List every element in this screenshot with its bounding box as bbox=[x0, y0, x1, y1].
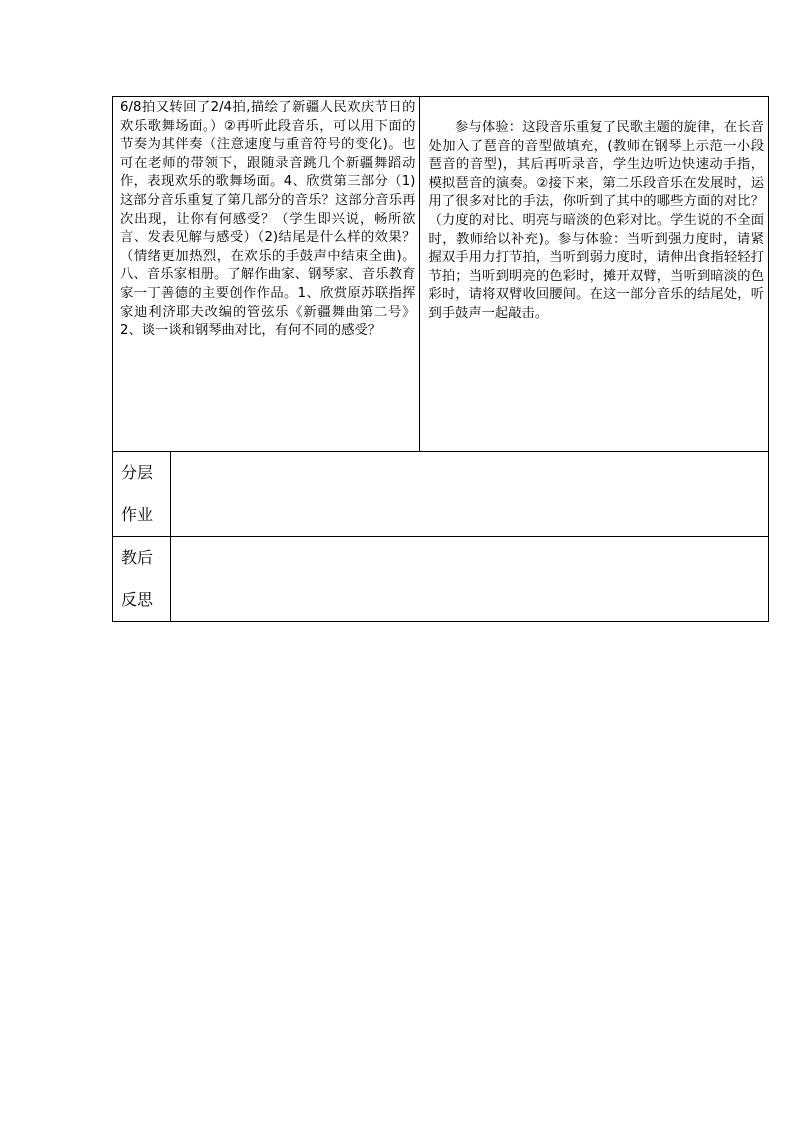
homework-content-cell bbox=[171, 452, 769, 537]
reflection-label-line1: 教后 bbox=[121, 548, 154, 567]
left-text: 6/8拍又转回了2/4拍,描绘了新疆人民欢庆节日的欢乐歌舞场面。）②再听此段音乐，可以用下面的节奏为其伴奏（注意速度与重音符号的变化)。也可在老师的带领下，跟随录音跳几个新疆舞蹈动作，表现欢乐的歌舞场面。4、欣赏第三部分（1)这部分音乐重复了第几部分的音乐？这部分音乐再次出现，让你有何感受？（学生即兴说，畅所欲言、发表见解与感受）（2)结尾是什么样的效果？（情绪更加热烈，在欢乐的手鼓声中结束全曲)。八、音乐家相册。了解作曲家、钢琴家、音乐教育家一丁善德的主要创作作品。1、欣赏原苏联指挥家迪利济耶夫改编的管弦乐《新疆舞曲第二号》2、谈一谈和钢琴曲对比，有何不同的感受？ bbox=[120, 100, 416, 339]
table bbox=[112, 96, 769, 622]
table-row bbox=[113, 452, 769, 537]
reflection-label-cell bbox=[113, 537, 171, 622]
table-row bbox=[113, 537, 769, 622]
homework-label-line2: 作业 bbox=[121, 505, 154, 524]
lesson-plan-table bbox=[112, 96, 769, 622]
right-content-cell bbox=[420, 97, 769, 452]
homework-label-line1: 分层 bbox=[121, 463, 154, 482]
reflection-label-line2: 反思 bbox=[121, 590, 154, 609]
table-row bbox=[113, 97, 769, 452]
right-text: 参与体验：这段音乐重复了民歌主题的旋律，在长音处加入了琶音的音型做填充，(教师在钢琴上示范一小段琶音的音型)，其后再听录音，学生边听边快速动手指，模拟琶音的演奏。②接下来，第二乐段音乐在发展时，运用了很多对比的手法，你听到了其中的哪些方面的对比？（力度的对比、明亮与暗淡的色彩对比。学生说的不全面时，教师给以补充)。参与体验：当听到强力度时，请紧握双手用力打节拍，当听到弱力度时，请伸出食指轻轻打节拍；当听到明亮的色彩时，摊开双臂，当听到暗淡的色彩时，请将双臂收回腰间。在这一部分音乐的结尾处，听到手鼓声一起敲击。 bbox=[428, 120, 764, 321]
left-content-cell bbox=[113, 97, 420, 452]
reflection-content-cell bbox=[171, 537, 769, 622]
homework-label-cell bbox=[113, 452, 171, 537]
